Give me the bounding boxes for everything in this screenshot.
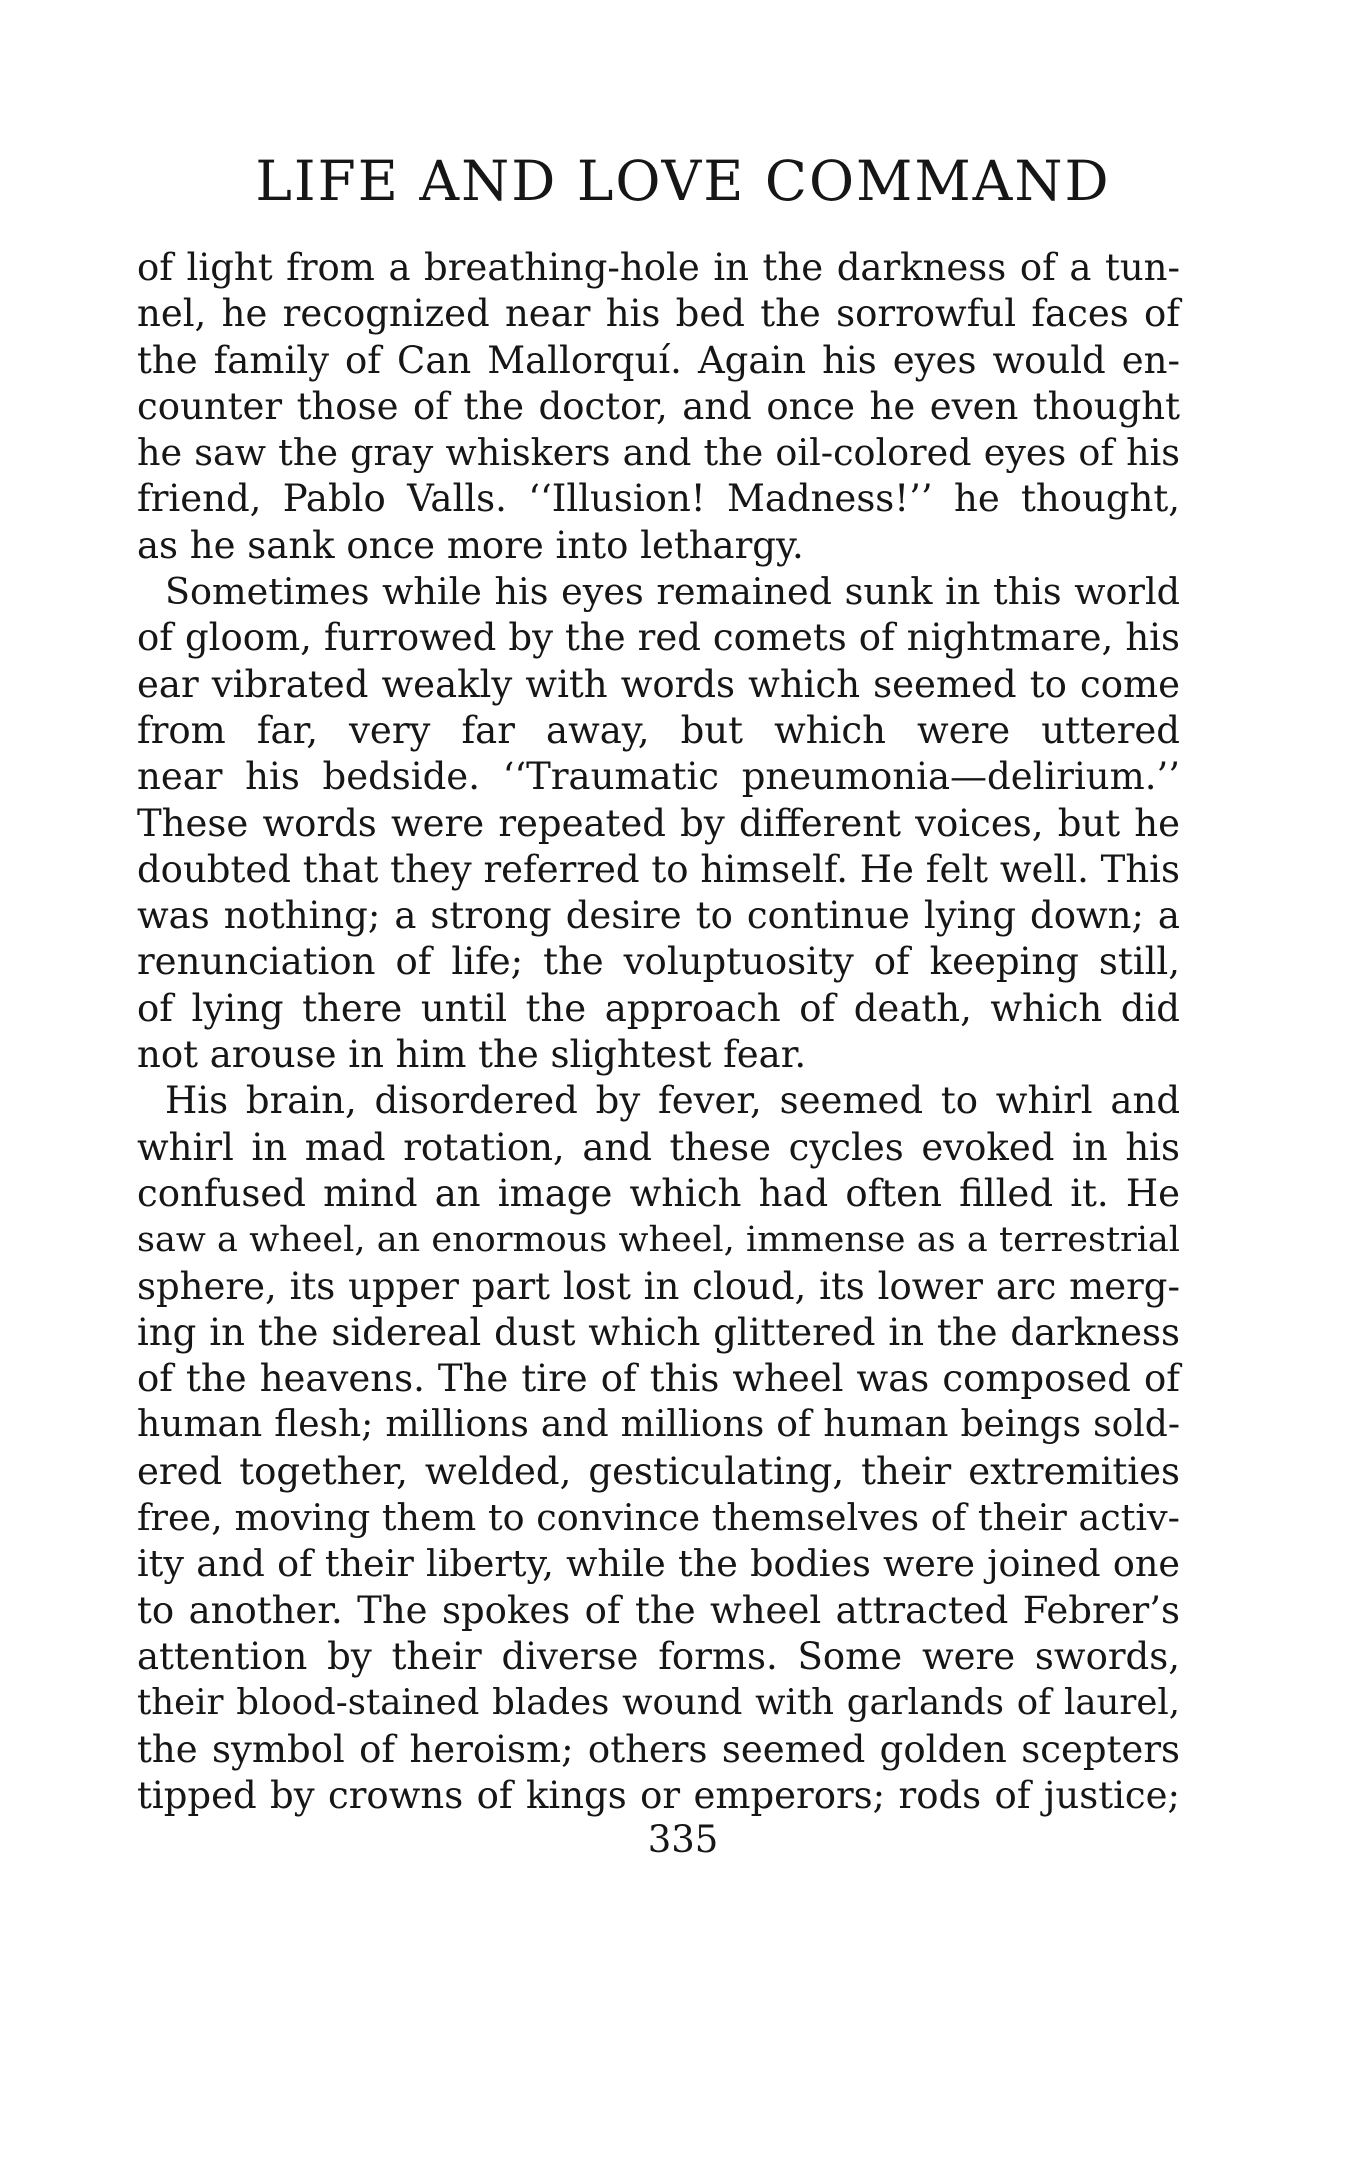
text-line: sphere, its upper part lost in cloud, its lower arc merg- [137, 1264, 1180, 1308]
text-line: ity and of their liberty, while the bodies were joined one [137, 1542, 1180, 1586]
paragraph-end-line: not arouse in him the slightest fear. [137, 1033, 807, 1077]
text-line: These words were repeated by different voices, but he [137, 801, 1180, 845]
text-line: confused mind an image which had often filled it. He [137, 1171, 1180, 1215]
body-text [137, 245, 1180, 1819]
text-line: of the heavens. The tire of this wheel was composed of [137, 1357, 1180, 1401]
text-line: friend, Pablo Valls. ‘‘Illusion! Madness!’’ he thought, [137, 477, 1180, 521]
paragraph-start-line: His brain, disordered by fever, seemed to whirl and [165, 1079, 1180, 1123]
text-line: he saw the gray whiskers and the oil-colored eyes of his [137, 431, 1180, 475]
page-number: 335 [647, 1818, 719, 1861]
text-line: near his bedside. ‘‘Traumatic pneumonia—delirium.’’ [137, 755, 1180, 799]
text-line: to another. The spokes of the wheel attracted Febrer’s [137, 1588, 1180, 1632]
text-line: ing in the sidereal dust which glittered in the darkness [137, 1310, 1180, 1354]
text-line: doubted that they referred to himself. He felt well. This [137, 847, 1180, 891]
text-line: their blood-stained blades wound with garlands of laurel, [137, 1682, 1180, 1724]
text-line: from far, very far away, but which were uttered [137, 708, 1180, 752]
paragraph-start-line: Sometimes while his eyes remained sunk in this world [165, 570, 1180, 614]
text-line: whirl in mad rotation, and these cycles evoked in his [137, 1125, 1180, 1169]
text-line: tipped by crowns of kings or emperors; rods of justice; [137, 1773, 1180, 1817]
text-line: free, moving them to convince themselves of their activ- [137, 1496, 1180, 1540]
text-line: the symbol of heroism; others seemed golden scepters [137, 1727, 1180, 1771]
text-line: nel, he recognized near his bed the sorrowful faces of [137, 292, 1180, 336]
text-line: of lying there until the approach of death, which did [137, 986, 1180, 1030]
text-line: the family of Can Mallorquí. Again his eyes would en- [137, 338, 1180, 382]
text-line: ered together, welded, gesticulating, their extremities [137, 1449, 1180, 1493]
text-line: renunciation of life; the voluptuosity of keeping still, [137, 940, 1180, 984]
running-head: LIFE AND LOVE COMMAND [255, 149, 1111, 213]
text-line: was nothing; a strong desire to continue lying down; a [137, 894, 1180, 938]
text-line: attention by their diverse forms. Some were swords, [137, 1634, 1180, 1678]
text-line: counter those of the doctor, and once he even thought [137, 384, 1180, 428]
paragraph-end-line: as he sank once more into lethargy. [137, 523, 804, 567]
text-line: of gloom, furrowed by the red comets of nightmare, his [137, 616, 1180, 660]
text-line: of light from a breathing-hole in the darkness of a tun- [137, 246, 1180, 289]
text-line: saw a wheel, an enormous wheel, immense as a terrestrial [137, 1220, 1180, 1261]
text-line: human flesh; millions and millions of human beings sold- [137, 1404, 1180, 1446]
text-line: ear vibrated weakly with words which seemed to come [137, 662, 1180, 706]
